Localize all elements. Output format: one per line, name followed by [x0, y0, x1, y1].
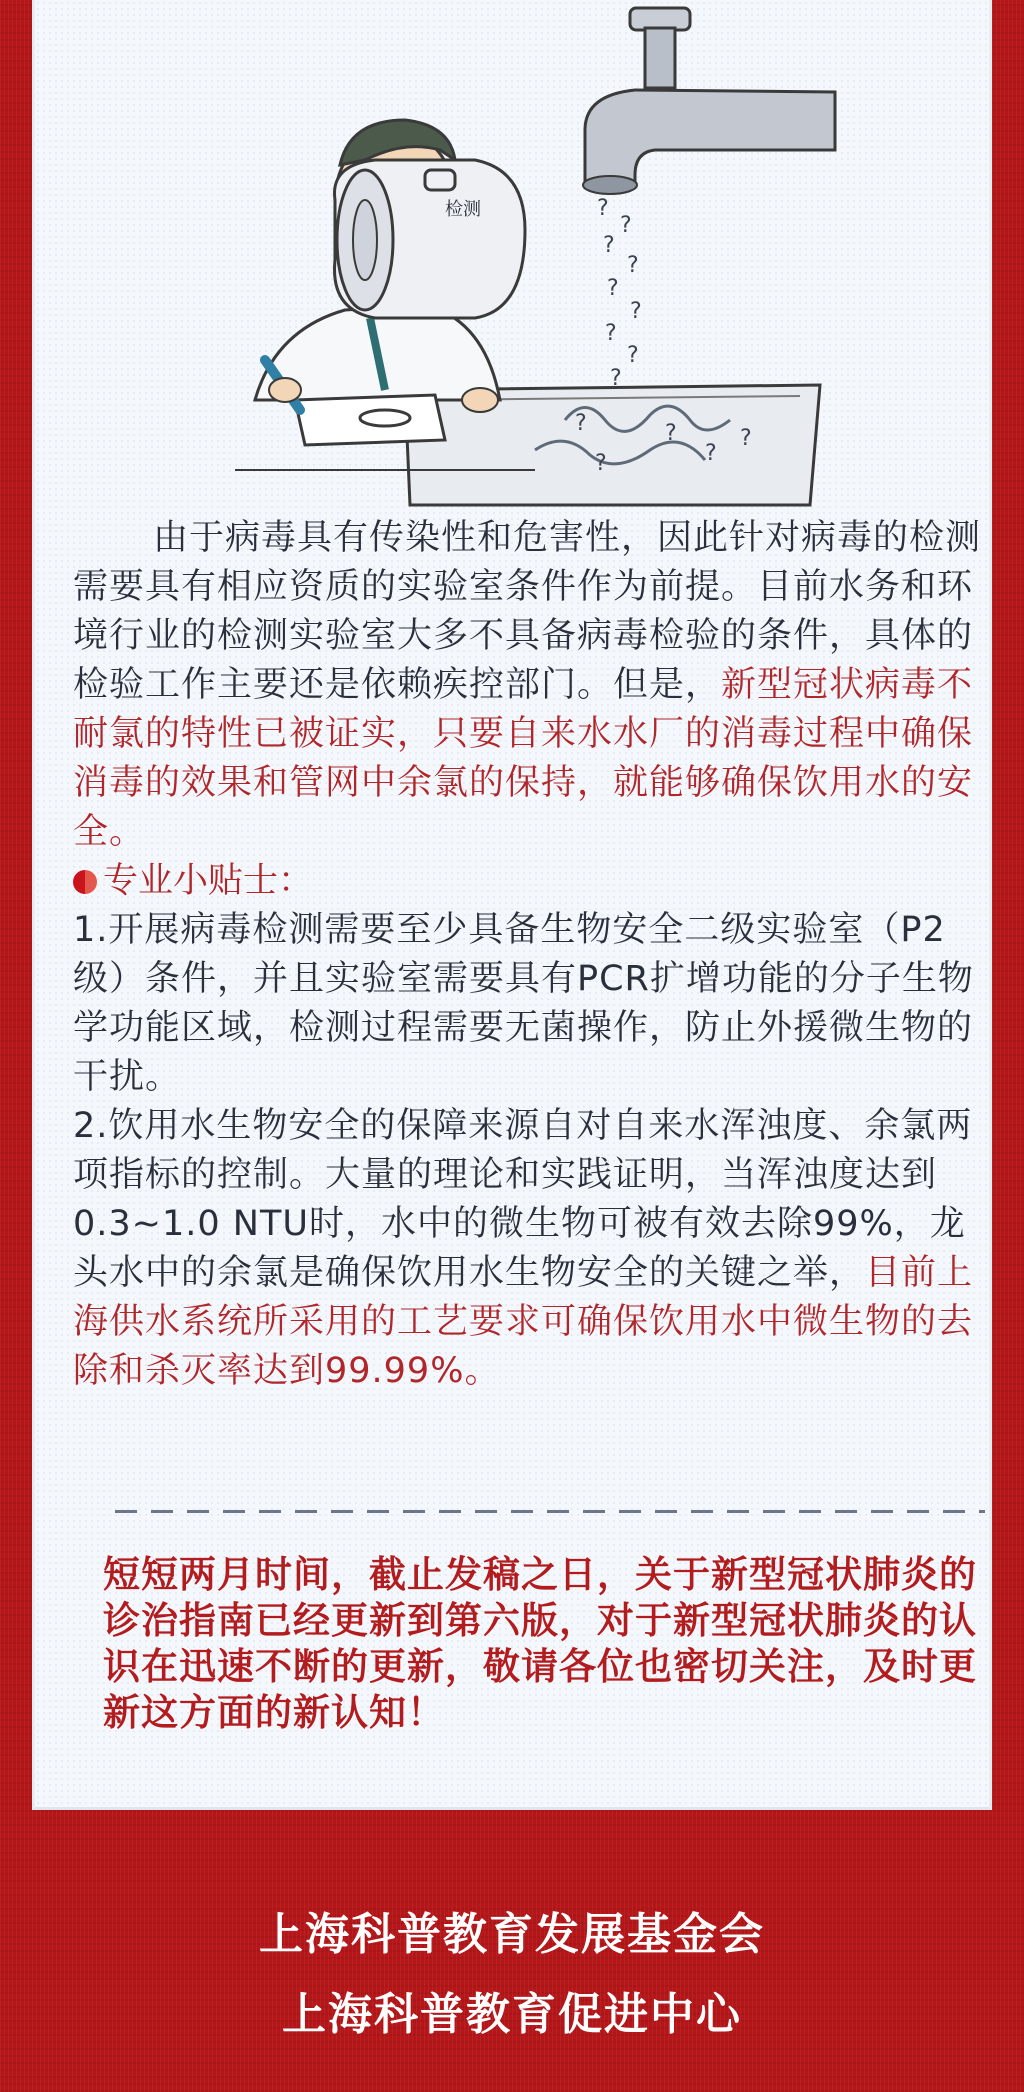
paragraph-intro-text: 由于病毒具有传染性和危害性，因此针对病毒的检测需要具有相应资质的实验室条件作为前提。目前水务和环境行业的检测实验室大多不具备病毒检验的条件，具体的检验工作主要还是依赖疾控部门。但是，: [73, 518, 982, 705]
svg-text:?: ?: [627, 343, 639, 368]
article-body: [73, 514, 997, 1396]
illustration-label: 检测: [445, 199, 481, 220]
tip-item-1: 1.开展病毒检测需要至少具备生物安全二级实验室（P2级）条件，并且实验室需要具有PCR扩增功能的分子生物学功能区域，检测过程需要无菌操作，防止外援微生物的干扰。: [73, 910, 974, 1097]
svg-text:?: ?: [620, 213, 632, 238]
svg-text:?: ?: [607, 276, 619, 301]
svg-text:?: ?: [603, 233, 615, 258]
svg-text:?: ?: [597, 196, 609, 221]
svg-text:?: ?: [595, 451, 607, 476]
svg-text:?: ?: [627, 253, 639, 278]
svg-text:?: ?: [575, 411, 587, 436]
svg-text:?: ?: [630, 299, 642, 324]
paragraph-intro: [73, 514, 997, 857]
paragraph-intro-highlight: 新型冠状病毒不耐氯的特性已被证实，只要自来水水厂的消毒过程中确保消毒的效果和管网中余氯的保持，就能够确保饮用水的安全。: [73, 665, 974, 852]
cartoon-illustration: [235, 0, 855, 510]
tip-item-2-highlight: 目前上海供水系统所采用的工艺要求可确保饮用水中微生物的去除和杀灭率达到99.99%。: [73, 1253, 974, 1391]
closing-note: 短短两月时间，截止发稿之日，关于新型冠状肺炎的诊治指南已经更新到第六版，对于新型冠状肺炎的认识在迅速不断的更新，敬请各位也密切关注，及时更新这方面的新认知！: [103, 1553, 977, 1734]
content-panel: [32, 0, 992, 1810]
tip-item-2-text: 2.饮用水生物安全的保障来源自对自来水浑浊度、余氯两项指标的控制。大量的理论和实践证明，当浑浊度达到0.3~1.0 NTU时，水中的微生物可被有效去除99%，龙头水中的余氯是确保饮用水生物安全的关键之举，: [73, 1106, 973, 1293]
svg-text:?: ?: [740, 426, 752, 451]
tip-heading: [73, 857, 997, 906]
svg-text:?: ?: [610, 366, 622, 391]
svg-text:?: ?: [705, 441, 717, 466]
tip-heading-text: 专业小贴士：: [103, 861, 314, 901]
footer-org-2: 上海科普教育促进中心: [282, 1989, 742, 2040]
footer-org-1: 上海科普教育发展基金会: [259, 1909, 765, 1960]
footer: [0, 1895, 1024, 2055]
tip-item-2: [73, 1102, 997, 1396]
svg-text:?: ?: [665, 421, 677, 446]
dashed-divider: [115, 1500, 985, 1520]
bullet-dot-icon: [73, 870, 97, 894]
svg-text:?: ?: [605, 321, 617, 346]
